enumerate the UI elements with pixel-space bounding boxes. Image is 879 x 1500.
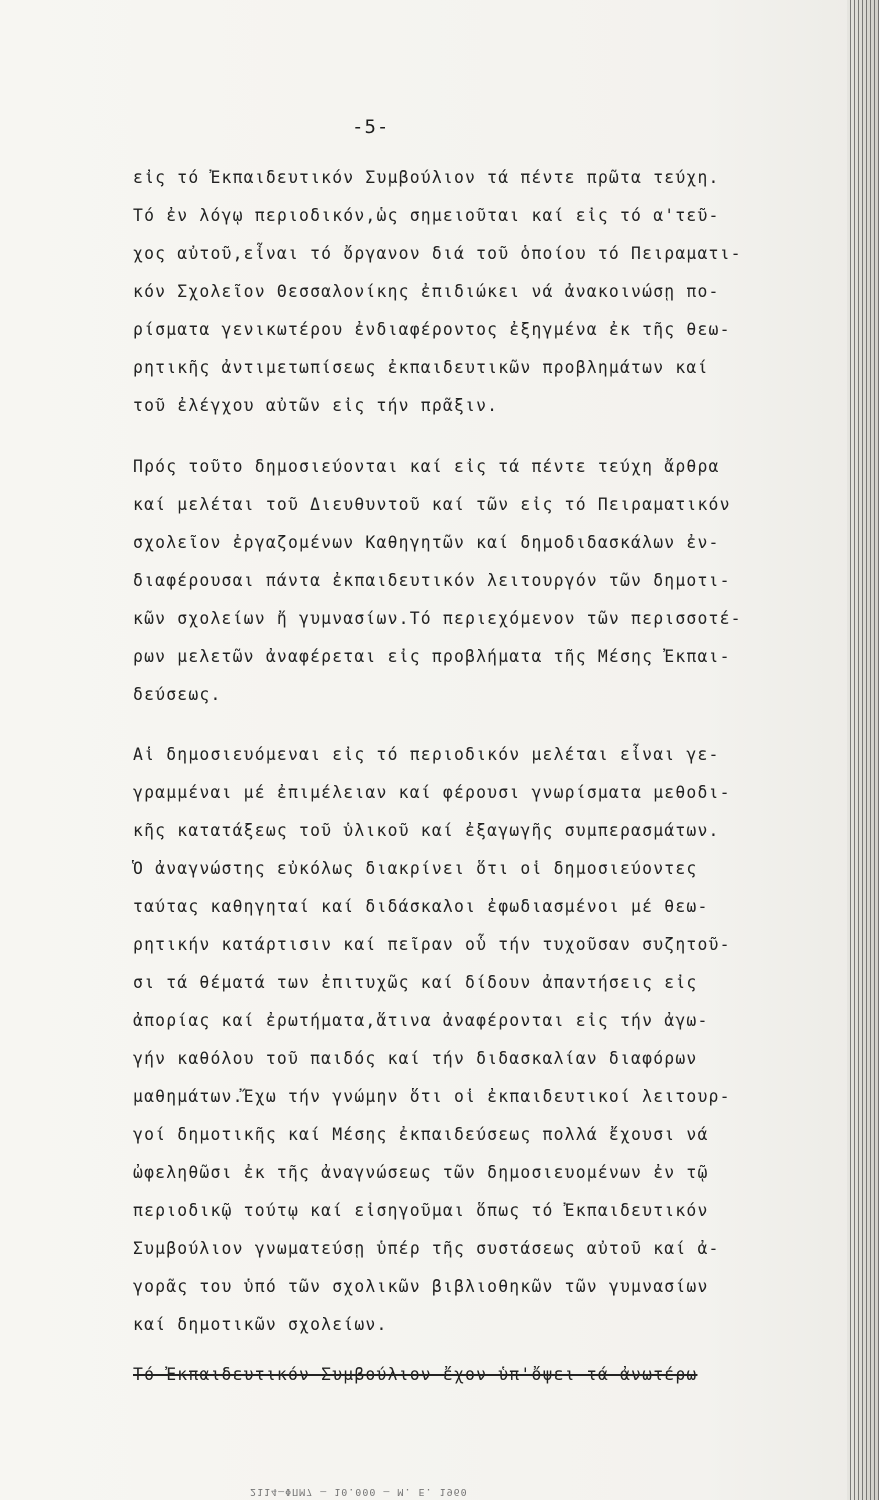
text-line: Ὁ ἀναγνώστης εὐκόλως διακρίνει ὅτι οἱ δημοσιεύοντες bbox=[133, 859, 698, 878]
text-line: κῆς κατατάξεως τοῦ ὑλικοῦ καί ἐξαγωγῆς συμπερασμάτων. bbox=[133, 821, 720, 840]
text-line: ρητικήν κατάρτισιν καί πεῖραν οὗ τήν τυχοῦσαν συζητοῦ- bbox=[133, 935, 731, 954]
text-line: σχολεῖον ἐργαζομένων Καθηγητῶν καί δημοδιδασκάλων ἐν- bbox=[133, 533, 720, 552]
text-line: μαθημάτων.Ἔχω τήν γνώμην ὅτι οἱ ἐκπαιδευτικοί λειτουρ- bbox=[133, 1087, 731, 1106]
text-line: καί μελέται τοῦ Διευθυντοῦ καί τῶν εἰς τό Πειραματικόν bbox=[133, 495, 731, 514]
text-line: Τό ἐν λόγῳ περιοδικόν,ὡς σημειοῦται καί εἰς τό α'τεῦ- bbox=[133, 206, 720, 225]
binding-edge bbox=[847, 0, 879, 1500]
text-line: ρων μελετῶν ἀναφέρεται εἰς προβλήματα τῆς Μέσης Ἐκπαι- bbox=[133, 647, 731, 666]
text-line: γοί δημοτικῆς καί Μέσης ἐκπαιδεύσεως πολλά ἔχουσι νά bbox=[133, 1125, 709, 1144]
text-line: καί δημοτικῶν σχολείων. bbox=[133, 1315, 388, 1334]
text-line: κῶν σχολείων ἤ γυμνασίων.Τό περιεχόμενον τῶν περισσοτέ- bbox=[133, 609, 742, 628]
text-line: σι τά θέματά των ἐπιτυχῶς καί δίδουν ἀπαντήσεις εἰς bbox=[133, 973, 698, 992]
text-line: Συμβούλιον γνωματεύσῃ ὑπέρ τῆς συστάσεως αὐτοῦ καί ἀ- bbox=[133, 1239, 720, 1258]
text-line: ὠφεληθῶσι ἐκ τῆς ἀναγνώσεως τῶν δημοσιευομένων ἐν τῷ bbox=[133, 1163, 709, 1182]
text-line: Πρός τοῦτο δημοσιεύονται καί εἰς τά πέντε τεύχη ἄρθρα bbox=[133, 457, 720, 476]
text-line: γήν καθόλου τοῦ παιδός καί τήν διδασκαλίαν διαφόρων bbox=[133, 1049, 698, 1068]
text-line: Αἱ δημοσιευόμεναι εἰς τό περιοδικόν μελέται εἶναι γε- bbox=[133, 745, 720, 764]
text-line: χος αὐτοῦ,εἶναι τό ὄργανον διά τοῦ ὁποίου τό Πειραματι- bbox=[133, 244, 742, 263]
text-line: περιοδικῷ τούτῳ καί εἰσηγοῦμαι ὅπως τό Ἐκπαιδευτικόν bbox=[133, 1201, 709, 1220]
text-line: διαφέρουσαι πάντα ἐκπαιδευτικόν λειτουργόν τῶν δημοτι- bbox=[133, 571, 731, 590]
text-line: ρίσματα γενικωτέρου ἐνδιαφέροντος ἐξηγμένα ἐκ τῆς θεω- bbox=[133, 320, 731, 339]
text-line: τοῦ ἐλέγχου αὐτῶν εἰς τήν πρᾶξιν. bbox=[133, 396, 499, 415]
text-line: ρητικῆς ἀντιμετωπίσεως ἐκπαιδευτικῶν προβλημάτων καί bbox=[133, 358, 709, 377]
text-line: ἀπορίας καί ἐρωτήματα,ἅτινα ἀναφέρονται εἰς τήν ἀγω- bbox=[133, 1011, 709, 1030]
text-line: κόν Σχολεῖον Θεσσαλονίκης ἐπιδιώκει νά ἀνακοινώσῃ πο- bbox=[133, 282, 720, 301]
footer-stamp: 2114—ΦΠΜ7 — 10.000 — Μ. Ε. 1960 bbox=[250, 1486, 468, 1497]
text-line: γορᾶς του ὑπό τῶν σχολικῶν βιβλιοθηκῶν τῶν γυμνασίων bbox=[133, 1277, 709, 1296]
text-line: δεύσεως. bbox=[133, 685, 222, 704]
text-line: εἰς τό Ἐκπαιδευτικόν Συμβούλιον τά πέντε πρῶτα τεύχη. bbox=[133, 168, 720, 187]
page-number: -5- bbox=[352, 116, 390, 138]
text-line: ταύτας καθηγηταί καί διδάσκαλοι ἐφωδιασμένοι μέ θεω- bbox=[133, 897, 709, 916]
text-line: γραμμέναι μέ ἐπιμέλειαν καί φέρουσι γνωρίσματα μεθοδι- bbox=[133, 783, 731, 802]
text-line: Τό Ἐκπαιδευτικόν Συμβούλιον ἔχον ὑπ'ὄψει τά ἀνωτέρω bbox=[133, 1365, 698, 1384]
